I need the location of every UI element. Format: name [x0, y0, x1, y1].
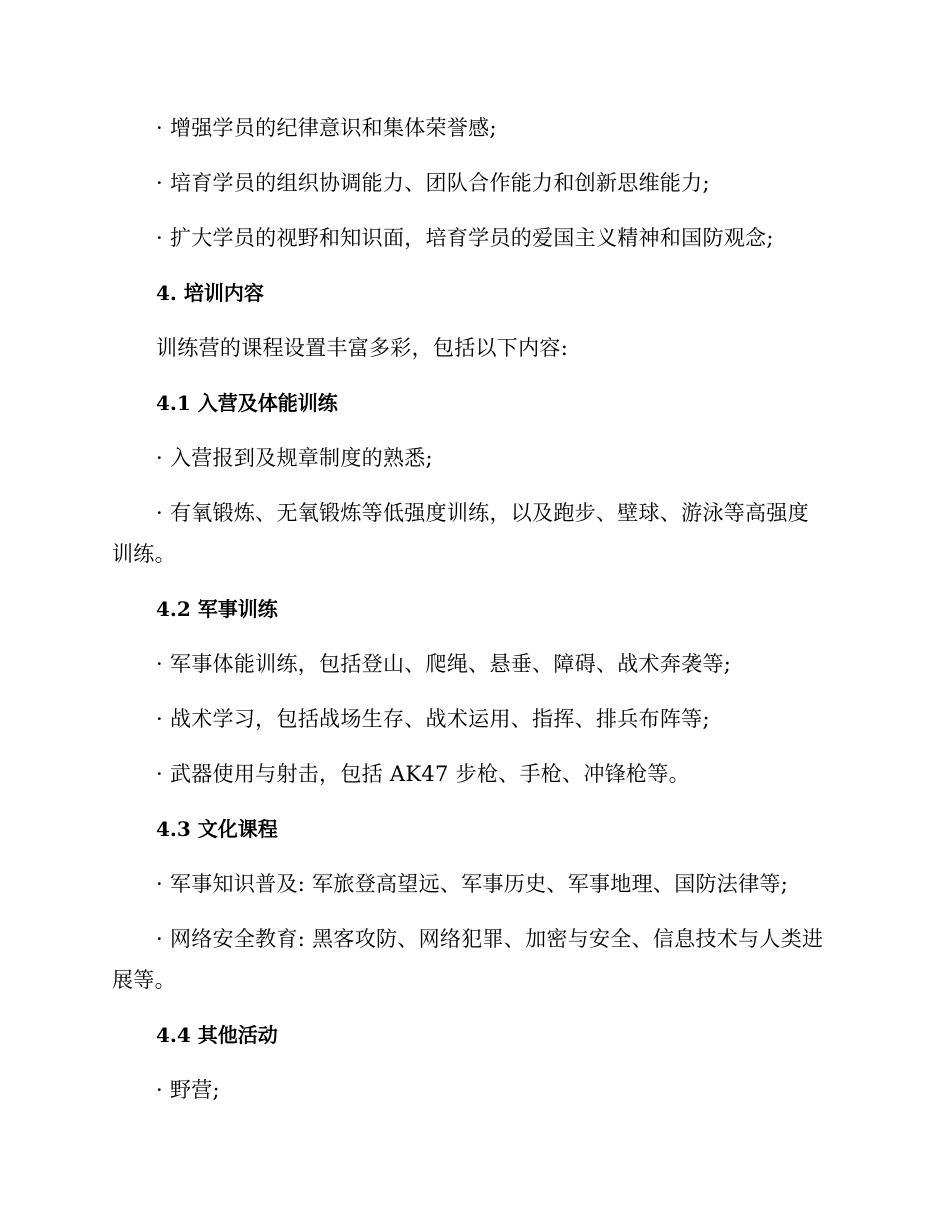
bullet-network-security: · 网络安全教育: 黑客攻防、网络犯罪、加密与安全、信息技术与人类进展等。 [112, 927, 824, 992]
bullet-discipline: · 增强学员的纪律意识和集体荣誉感; [156, 116, 497, 140]
bullet-military-knowledge: · 军事知识普及: 军旅登高望远、军事历史、军事地理、国防法律等; [156, 872, 789, 896]
bullet-vision: · 扩大学员的视野和知识面，培育学员的爱国主义精神和国防观念; [156, 226, 774, 250]
bullet-coordination: · 培育学员的组织协调能力、团队合作能力和创新思维能力; [156, 171, 710, 195]
bullet-weapons: · 武器使用与射击，包括 AK47 步枪、手枪、冲锋枪等。 [156, 762, 690, 786]
bullet-exercise: · 有氧锻炼、无氧锻炼等低强度训练，以及跑步、壁球、游泳等高强度训练。 [112, 501, 809, 566]
subsection-heading-4-3: 4.3 文化课程 [156, 817, 278, 841]
bullet-camping: · 野营; [156, 1078, 220, 1102]
subsection-heading-4-2: 4.2 军事训练 [156, 597, 278, 621]
intro-paragraph: 训练营的课程设置丰富多彩，包括以下内容: [156, 336, 569, 360]
subsection-heading-4-4: 4.4 其他活动 [156, 1023, 278, 1047]
section-heading-training-content: 4. 培训内容 [156, 281, 264, 305]
bullet-enrollment: · 入营报到及规章制度的熟悉; [156, 446, 433, 470]
bullet-tactics: · 战术学习，包括战场生存、战术运用、指挥、排兵布阵等; [156, 707, 710, 731]
bullet-military-fitness: · 军事体能训练，包括登山、爬绳、悬垂、障碍、战术奔袭等; [156, 652, 732, 676]
subsection-heading-4-1: 4.1 入营及体能训练 [156, 391, 338, 415]
document-body [112, 108, 824, 1125]
